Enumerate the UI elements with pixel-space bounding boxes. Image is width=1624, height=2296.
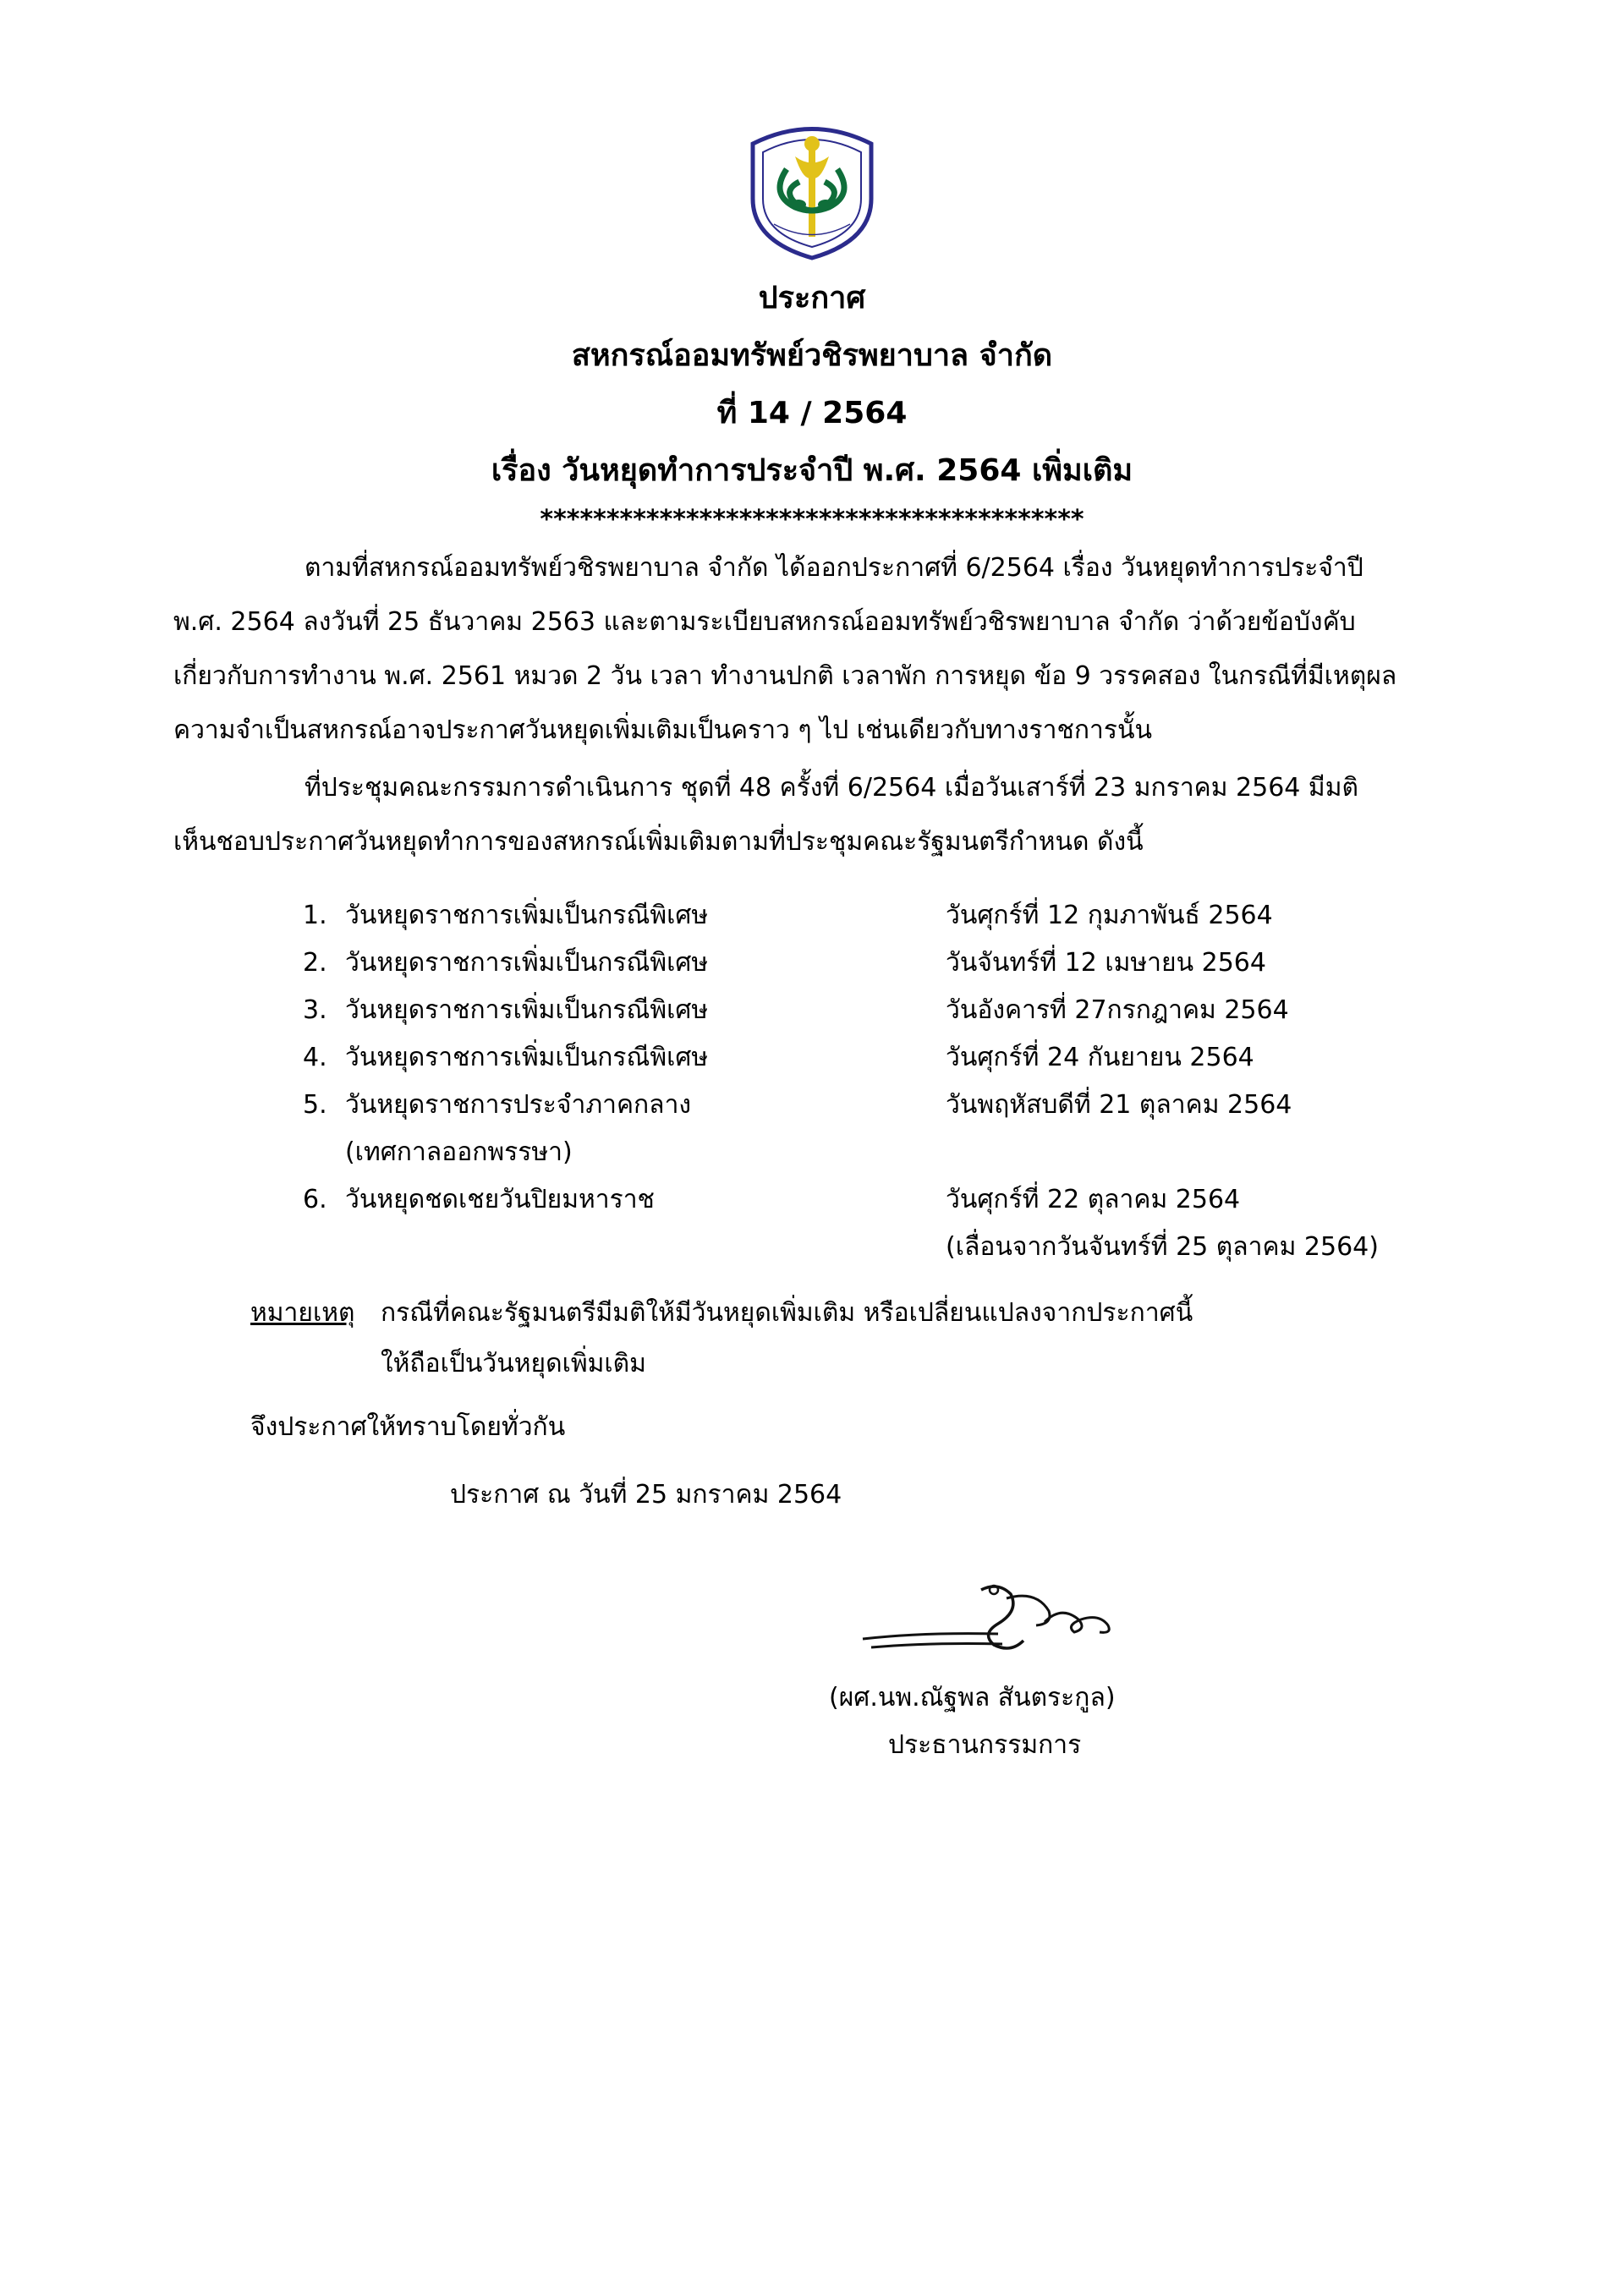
holiday-date: วันอังคารที่ 27กรกฎาคม 2564: [946, 995, 1289, 1025]
holiday-date: วันจันทร์ที่ 12 เมษายน 2564: [946, 948, 1266, 978]
signature-image: [854, 1573, 1133, 1666]
holiday-number: 1.: [303, 901, 327, 930]
signer-position: ประธานกรรมการ: [888, 1730, 1082, 1760]
signer-name: (ผศ.นพ.ณัฐพล สันตระกูล): [829, 1683, 1116, 1712]
holiday-name: วันหยุดราชการเพิ่มเป็นกรณีพิเศษ: [345, 901, 709, 930]
holiday-date: วันศุกร์ที่ 24 กันยายน 2564: [946, 1043, 1254, 1072]
holiday-name: วันหยุดชดเชยวันปิยมหาราช: [345, 1185, 655, 1214]
holiday-number: 2.: [303, 948, 327, 978]
holiday-date-note: (เลื่อนจากวันจันทร์ที่ 25 ตุลาคม 2564): [946, 1232, 1379, 1262]
paragraph-line: เกี่ยวกับการทำงาน พ.ศ. 2561 หมวด 2 วัน เวลา ทำงานปกติ เวลาพัก การหยุด ข้อ 9 วรรคสอง ในกรณีที่มีเหตุผล: [173, 661, 1397, 691]
note-label: [250, 1290, 355, 1337]
note-line-2: ให้ถือเป็นวันหยุดเพิ่มเติม: [381, 1349, 646, 1378]
holiday-number: 3.: [303, 995, 327, 1025]
holiday-name: วันหยุดราชการเพิ่มเป็นกรณีพิเศษ: [345, 995, 709, 1025]
holiday-number: 4.: [303, 1043, 327, 1072]
note-label-text: หมายเหตุ: [250, 1298, 355, 1328]
announcement-date: ประกาศ ณ วันที่ 25 มกราคม 2564: [450, 1480, 842, 1510]
holiday-date: วันพฤหัสบดีที่ 21 ตุลาคม 2564: [946, 1090, 1292, 1120]
closing-statement: จึงประกาศให้ทราบโดยทั่วกัน: [250, 1412, 566, 1442]
holiday-number: 5.: [303, 1090, 327, 1120]
holiday-date: วันศุกร์ที่ 12 กุมภาพันธ์ 2564: [946, 901, 1273, 930]
paragraph-line: เห็นชอบประกาศวันหยุดทำการของสหกรณ์เพิ่มเติมตามที่ประชุมคณะรัฐมนตรีกำหนด ดังนี้: [173, 827, 1144, 857]
note-line-1: กรณีที่คณะรัฐมนตรีมีมติให้มีวันหยุดเพิ่มเติม หรือเปลี่ยนแปลงจากประกาศนี้: [381, 1298, 1193, 1328]
paragraph-line: ที่ประชุมคณะกรรมการดำเนินการ ชุดที่ 48 ครั้งที่ 6/2564 เมื่อวันเสาร์ที่ 23 มกราคม 2564 มีมติ: [304, 773, 1358, 803]
holiday-name-note: (เทศกาลออกพรรษา): [345, 1137, 573, 1167]
body-paragraph-2: [173, 761, 1459, 869]
body-paragraph-1: [173, 541, 1459, 758]
logo-emblem: [736, 118, 888, 262]
document-title: ประกาศ: [758, 281, 866, 315]
announcement-number: ที่ 14 / 2564: [716, 396, 908, 430]
organization-name: สหกรณ์ออมทรัพย์วชิรพยาบาล จำกัด: [571, 338, 1053, 373]
holiday-date: วันศุกร์ที่ 22 ตุลาคม 2564: [946, 1185, 1241, 1214]
holiday-name: วันหยุดราชการเพิ่มเป็นกรณีพิเศษ: [345, 1043, 709, 1072]
holiday-name: วันหยุดราชการประจำภาคกลาง: [345, 1090, 692, 1120]
organization-logo: [736, 118, 888, 262]
divider-asterisks: *****************************************: [540, 505, 1084, 534]
paragraph-line: พ.ศ. 2564 ลงวันที่ 25 ธันวาคม 2563 และตามระเบียบสหกรณ์ออมทรัพย์วชิรพยาบาล จำกัด ว่าด้วยข้อบังคับ: [173, 607, 1356, 637]
paragraph-line: ความจำเป็นสหกรณ์อาจประกาศวันหยุดเพิ่มเติมเป็นคราว ๆ ไป เช่นเดียวกับทางราชการนั้น: [173, 715, 1152, 745]
holiday-number: 6.: [303, 1185, 327, 1214]
holiday-name: วันหยุดราชการเพิ่มเป็นกรณีพิเศษ: [345, 948, 709, 978]
paragraph-line: ตามที่สหกรณ์ออมทรัพย์วชิรพยาบาล จำกัด ได้ออกประกาศที่ 6/2564 เรื่อง วันหยุดทำการประจำปี: [304, 553, 1363, 583]
announcement-subject: เรื่อง วันหยุดทำการประจำปี พ.ศ. 2564 เพิ่มเติม: [491, 453, 1133, 488]
